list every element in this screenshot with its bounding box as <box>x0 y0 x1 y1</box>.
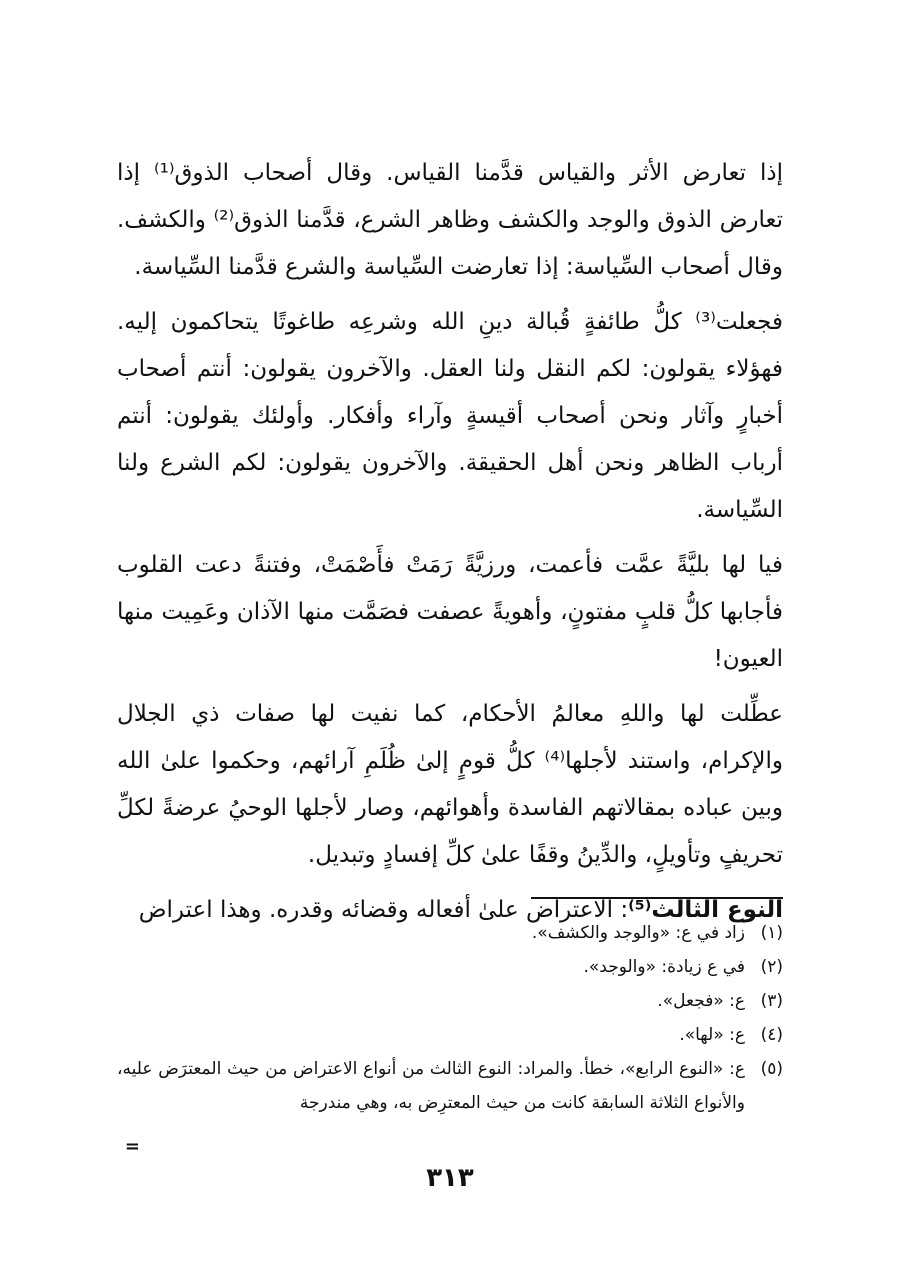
paragraph-1: إذا تعارض الأثر والقياس قدَّمنا القياس. وقال أصحاب الذوق⁽¹⁾ إذا تعارض الذوق والوجد والكشف وظاهر الشرع، قدَّمنا الذوق⁽²⁾ والكشف. وقال أصحاب السِّياسة: إذا تعارضت السِّياسة والشرع قدَّمنا السِّياسة. <box>117 160 783 280</box>
paragraph-2: فجعلت⁽³⁾ كلُّ طائفةٍ قُبالة دينِ الله وشرعِه طاغوتًا يتحاكمون إليه. فهؤلاء يقولون: لكم النقل ولنا العقل. والآخرون يقولون: أنتم أصحاب أخبارٍ وآثار ونحن أصحاب أقيسةٍ وآراء وأفكار. وأولئك يقولون: أنتم أرباب الظاهر ونحن أهل الحقيقة. والآخرون يقولون: لكم الشرع ولنا السِّياسة. <box>117 309 783 523</box>
footnote-text: ع: «النوع الرابع»، خطأ. والمراد: النوع الثالث من أنواع الاعتراض من حيث المعترَض عليه، والأنواع الثلاثة السابقة كانت من حيث المعترِض به، وهي مندرجة <box>117 1059 745 1113</box>
paragraph-4: عطِّلت لها واللهِ معالمُ الأحكام، كما نفيت لها صفات ذي الجلال والإكرام، واستند لأجلها⁽⁴⁾ كلُّ قومٍ إلىٰ ظُلَمِ آرائهم، وحكموا علىٰ الله وبين عباده بمقالاتهم الفاسدة وأهوائهم، وصار لأجلها الوحيُ عرضةً لكلِّ تحريفٍ وتأويلٍ، والدِّينُ وقفًا علىٰ كلِّ إفسادٍ وتبديل. <box>117 701 783 868</box>
paragraph-3: فيا لها بليَّةً عمَّت فأعمت، ورزيَّةً رَمَتْ فأَصْمَتْ، وفتنةً دعت القلوب فأجابها كلُّ قلبٍ مفتونٍ، وأهويةً عصفت فصَمَّت منها الآذان وعَمِيت منها العيون! <box>117 552 783 672</box>
footnote-number: (٤) <box>760 1025 783 1045</box>
paragraph-5-text: : الاعتراض علىٰ أفعاله وقضائه وقدره. وهذا اعتراض <box>138 897 629 923</box>
footnote-text: في ع زيادة: «والوجد». <box>583 957 745 977</box>
footnote-separator <box>531 897 783 899</box>
footnote-number: (٥) <box>760 1059 783 1079</box>
continuation-mark: = <box>124 1136 140 1157</box>
footnote-3 <box>117 984 783 1018</box>
footnote-number: (١) <box>760 923 783 943</box>
footnote-2 <box>117 950 783 984</box>
footnote-text: زاد في ع: «والوجد والكشف». <box>531 923 745 943</box>
footnote-4 <box>117 1018 783 1052</box>
page-number: ٣١٣ <box>426 1163 474 1193</box>
footnote-text: ع: «فجعل». <box>657 991 745 1011</box>
footnote-5 <box>117 1052 783 1120</box>
footnote-1 <box>117 916 783 950</box>
section-heading-third-type: النوع الثالث⁽⁵⁾ <box>628 897 783 923</box>
footnote-number: (٣) <box>760 991 783 1011</box>
footnote-text: ع: «لها». <box>679 1025 745 1045</box>
main-text <box>117 150 783 942</box>
footnotes <box>117 916 783 1120</box>
footnote-number: (٢) <box>760 957 783 977</box>
